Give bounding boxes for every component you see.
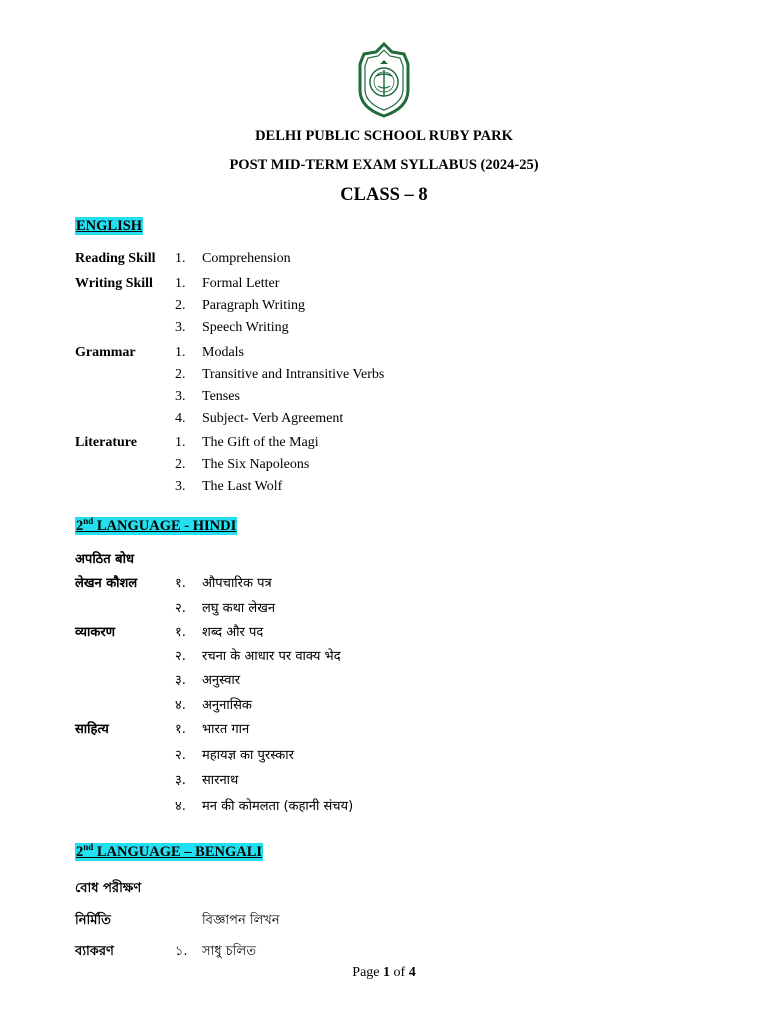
list-item: Tenses (202, 389, 240, 404)
list-item: সাধু চলিত (202, 944, 256, 959)
english-heading: ENGLISH (76, 218, 143, 234)
list-number: 3. (175, 320, 186, 335)
list-number: 2. (175, 298, 186, 313)
list-number: ३. (175, 773, 186, 788)
grammar-label: ব্যাকরণ (75, 944, 114, 959)
creation-label: নির্মিতি (75, 913, 111, 928)
list-item: अनुस्वार (202, 673, 241, 688)
heading-text: LANGUAGE - HINDI (93, 518, 237, 534)
list-item: भारत गान (202, 722, 250, 737)
literature-label: Literature (75, 435, 137, 450)
list-item: रचना के आधार पर वाक्य भेद (202, 649, 341, 664)
reading-skill-label: Reading Skill (75, 251, 156, 266)
writing-skill-label: Writing Skill (75, 276, 153, 291)
page-footer (0, 965, 768, 981)
list-number: 3. (175, 479, 186, 494)
list-item: Comprehension (202, 251, 291, 266)
list-item: Paragraph Writing (202, 298, 305, 313)
school-name: DELHI PUBLIC SCHOOL RUBY PARK (255, 128, 513, 144)
list-item: বিজ্ঞাপন লিখন (202, 913, 280, 928)
hindi-heading (75, 517, 237, 535)
list-number: 1. (175, 251, 186, 266)
list-number: ४. (175, 698, 186, 713)
page-number: 1 (383, 965, 391, 980)
list-item: सारनाथ (202, 773, 239, 788)
grammar-label: Grammar (75, 345, 136, 360)
list-item: Formal Letter (202, 276, 280, 291)
class-title: CLASS – 8 (340, 185, 428, 205)
bengali-heading (75, 843, 263, 861)
literature-label: साहित्य (75, 722, 109, 737)
list-number: 3. (175, 389, 186, 404)
list-item: शब्द और पद (202, 625, 264, 640)
list-number: 2. (175, 367, 186, 382)
list-number: २. (175, 649, 186, 664)
unseen-comprehension-label: अपठित बोध (75, 552, 134, 567)
list-number: १. (175, 625, 186, 640)
list-item: महायज्ञ का पुरस्कार (202, 748, 294, 763)
page-total: 4 (408, 965, 416, 980)
writing-skill-label: लेखन कौशल (75, 576, 138, 591)
list-item: मन की कोमलता (कहानी संचय) (202, 799, 354, 814)
list-item: Speech Writing (202, 320, 289, 335)
list-item: The Last Wolf (202, 479, 283, 494)
list-number: 1. (175, 276, 186, 291)
list-item: The Six Napoleons (202, 457, 310, 472)
list-item: The Gift of the Magi (202, 435, 319, 450)
list-number: २. (175, 748, 186, 763)
list-number: ४. (175, 799, 186, 814)
comprehension-label: বোধ পরীক্ষণ (75, 881, 142, 896)
list-item: अनुनासिक (202, 698, 252, 713)
list-number: 4. (175, 411, 186, 426)
school-crest-logo (356, 42, 412, 118)
heading-ordinal: nd (83, 516, 94, 527)
list-number: १. (175, 576, 186, 591)
exam-title: POST MID-TERM EXAM SYLLABUS (2024-25) (229, 157, 539, 173)
list-number: 1. (175, 345, 186, 360)
page-word: Page (352, 965, 380, 980)
grammar-label: व्याकरण (75, 625, 116, 640)
list-item: लघु कथा लेखन (202, 601, 276, 616)
list-number: ১. (175, 944, 188, 959)
list-item: Modals (202, 345, 244, 360)
heading-ordinal: nd (83, 842, 94, 853)
list-item: औपचारिक पत्र (202, 576, 272, 591)
list-item: Transitive and Intransitive Verbs (202, 367, 385, 382)
heading-number: 2 (76, 844, 84, 860)
list-number: २. (175, 601, 186, 616)
list-item: Subject- Verb Agreement (202, 411, 344, 426)
list-number: 1. (175, 435, 186, 450)
heading-number: 2 (76, 518, 84, 534)
heading-text: LANGUAGE – BENGALI (93, 844, 263, 860)
list-number: ३. (175, 673, 186, 688)
list-number: 2. (175, 457, 186, 472)
of-word: of (393, 965, 406, 980)
list-number: १. (175, 722, 186, 737)
